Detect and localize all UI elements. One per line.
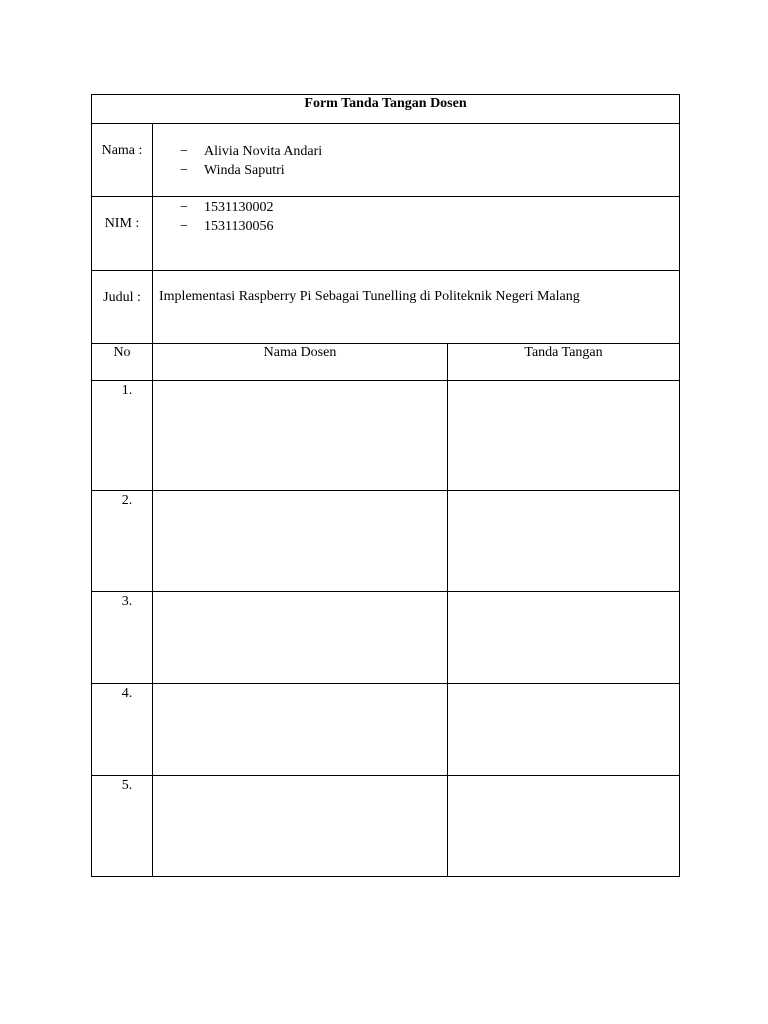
nim-label-cell [92,197,153,271]
nama-dosen-field[interactable] [153,684,448,776]
header-tanda-tangan-cell [448,344,680,381]
dash-bullet-icon: − [180,163,188,178]
nim-list-item [180,198,679,217]
nama-list [153,124,679,180]
nama-list-item [180,142,679,161]
signature-field[interactable] [448,381,680,491]
signature-field[interactable] [448,491,680,592]
nama-item-text: Winda Saputri [204,163,285,178]
nim-list [153,197,679,236]
nama-dosen-field[interactable] [153,592,448,684]
table-row [92,684,680,776]
table-row [92,491,680,592]
header-no-cell [92,344,153,381]
nama-label-cell [92,124,153,197]
table-header-row [92,344,680,381]
nama-item-text: Alivia Novita Andari [204,144,323,159]
judul-value-cell [153,271,680,344]
nama-dosen-field[interactable] [153,776,448,877]
nama-dosen-field[interactable] [153,491,448,592]
judul-value: Implementasi Raspberry Pi Sebagai Tunelling di Politeknik Negeri Malang [159,289,580,304]
row-number: 2. [121,493,133,508]
nim-list-item [180,217,679,236]
dash-bullet-icon: − [180,200,188,215]
header-nama-dosen: Nama Dosen [263,345,337,360]
signature-field[interactable] [448,592,680,684]
row-number: 3. [121,594,133,609]
signature-form-table [91,94,680,877]
signature-field[interactable] [448,684,680,776]
row-number: 5. [121,778,133,793]
nama-dosen-field[interactable] [153,381,448,491]
dash-bullet-icon: − [180,144,188,159]
nama-row [92,124,680,197]
signature-field[interactable] [448,776,680,877]
judul-label: Judul : [103,290,141,305]
nim-label: NIM : [104,216,140,231]
row-number-cell [92,491,153,592]
row-number-cell [92,592,153,684]
table-row [92,381,680,491]
table-row [92,776,680,877]
row-number: 4. [121,686,133,701]
nama-list-item [180,161,679,180]
nama-value-cell [153,124,680,197]
title-row [92,95,680,124]
form-title: Form Tanda Tangan Dosen [92,95,680,124]
table-row [92,592,680,684]
dash-bullet-icon: − [180,219,188,234]
nim-value-cell [153,197,680,271]
row-number-cell [92,381,153,491]
row-number: 1. [121,383,133,398]
nim-item-text: 1531130002 [204,200,274,215]
header-no: No [113,345,131,360]
judul-label-cell [92,271,153,344]
judul-row [92,271,680,344]
row-number-cell [92,684,153,776]
header-nama-dosen-cell [153,344,448,381]
nim-row [92,197,680,271]
header-tanda-tangan: Tanda Tangan [524,345,603,360]
row-number-cell [92,776,153,877]
nama-label: Nama : [101,143,143,158]
nim-item-text: 1531130056 [204,219,274,234]
